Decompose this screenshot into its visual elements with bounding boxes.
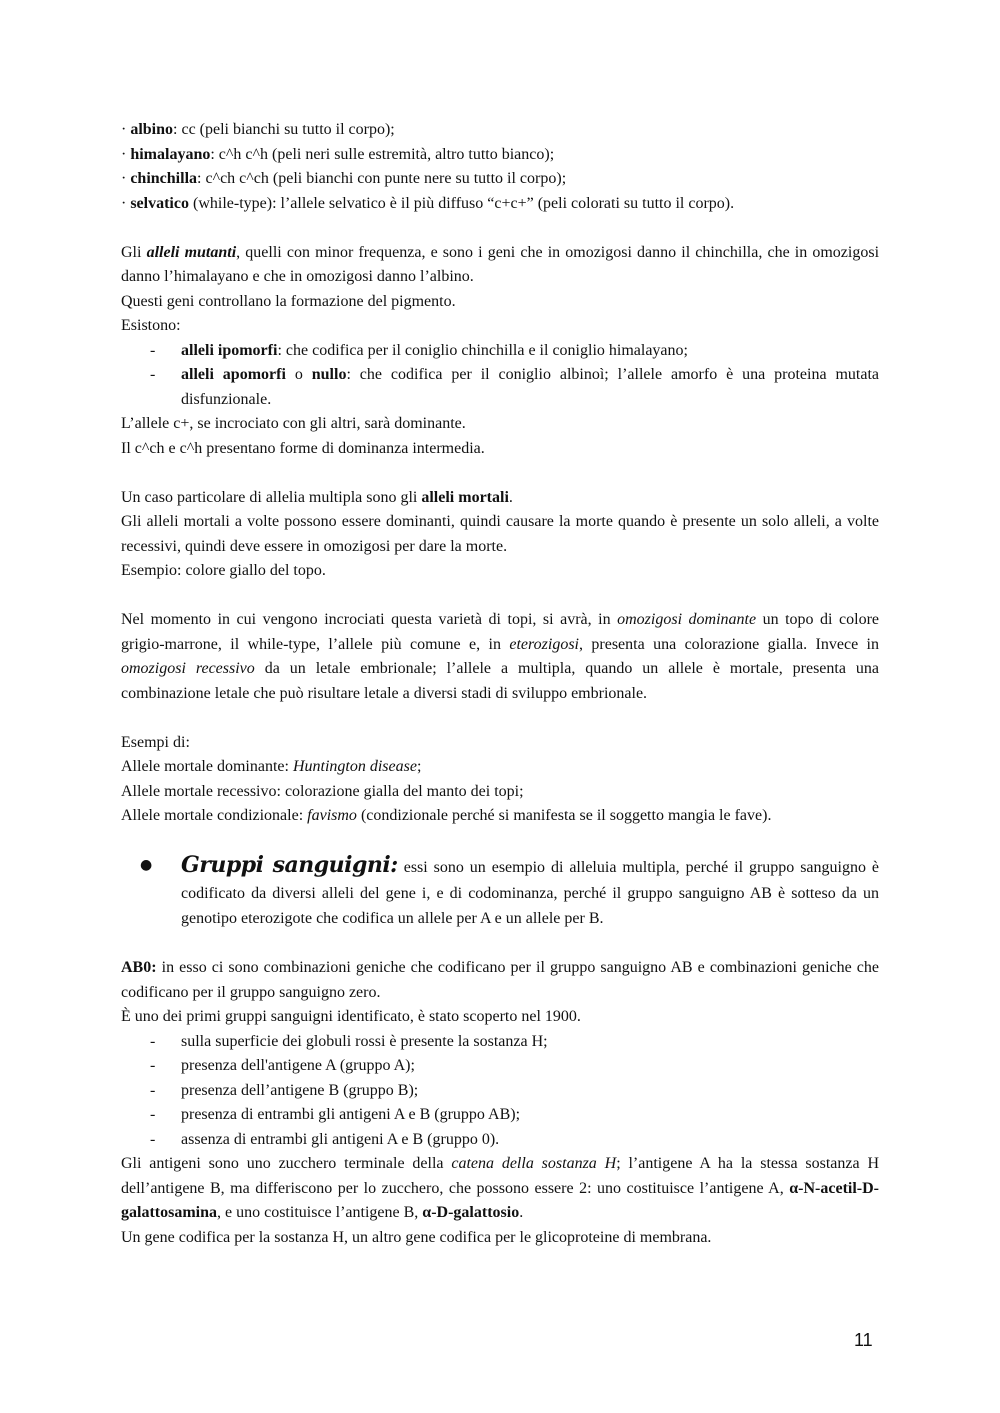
- document-body: [121, 118, 879, 1250]
- paragraph-primi-gruppi: È uno dei primi gruppi sanguigni identificato, è stato scoperto nel 1900.: [121, 1008, 581, 1025]
- paragraph-esistono: Esistono:: [121, 317, 181, 334]
- paragraph-incroci-topi: Nel momento in cui vengono incrociati questa varietà di topi, si avrà, in omozigosi dominante un topo di colore grigio-marrone, il while-type, l’allele più comune e, in eterozigosi, presenta una colorazione gialla. Invece in omozigosi recessivo da un letale embrionale; l’allele a multipla, quando un allele è mortale, presenta una combinazione letale che può risultare letale a diversi stadi di sviluppo embrionale.: [121, 611, 880, 702]
- section-heading: Gruppi sanguigni:: [181, 852, 398, 878]
- bullet-dot-icon: ●: [140, 857, 153, 873]
- paragraph-alleli-mortali: Un caso particolare di allelia multipla sono gli alleli mortali.: [121, 488, 513, 506]
- paragraph-antigeni-zucchero: Gli antigeni sono uno zucchero terminale della catena della sostanza H; l’antigene A ha la stessa sostanza H dell’antigene B, ma differiscono per lo zucchero, che possono essere 2: uno costituisce l’antigene A, α-N-acetil-D-galattosamina, e uno costituisce l’antigene B, α-D-galattosio.: [121, 1155, 880, 1221]
- list-antigeni: [121, 1030, 879, 1153]
- term-himalayano: himalayano: [130, 145, 211, 163]
- paragraph-alleli-mortali-desc: Gli alleli mortali a volte possono essere dominanti, quindi causare la morte quando è presente un solo alleli, a volte recessivi, quindi deve essere in omozigosi per dare la morte.: [121, 513, 879, 555]
- list-item: - presenza dell’antigene B (gruppo B);: [150, 1081, 419, 1099]
- line-himalayano: · himalayano: c^h c^h (peli neri sulle estremità, altro tutto bianco);: [121, 145, 555, 163]
- list-item: - alleli ipomorfi: che codifica per il coniglio chinchilla e il coniglio himalayano;: [150, 341, 688, 359]
- paragraph-pigmento: Questi geni controllano la formazione del pigmento.: [121, 292, 456, 310]
- list-item: - assenza di entrambi gli antigeni A e B (gruppo 0).: [150, 1130, 500, 1148]
- line-selvatico: · selvatico (while-type): l’allele selvatico è il più diffuso “c+c+” (peli colorati su tutto il corpo).: [121, 194, 735, 212]
- term-chinchilla: chinchilla: [130, 170, 198, 187]
- list-item: - alleli apomorfi o nullo: che codifica per il coniglio albinoì; l’allele amorfo è una proteina mutata disfunzionale.: [150, 366, 880, 408]
- term-selvatico: selvatico: [130, 194, 189, 212]
- list-alleli-types: [121, 339, 879, 413]
- line-chinchilla: · chinchilla: c^ch c^ch (peli bianchi con punte nere su tutto il corpo);: [121, 170, 567, 187]
- paragraph-mortale-dominante: Allele mortale dominante: Huntington disease;: [121, 758, 422, 775]
- paragraph-gene-codifica: Un gene codifica per la sostanza H, un altro gene codifica per le glicoproteine di membrana.: [121, 1228, 712, 1246]
- paragraph-esempio-topo: Esempio: colore giallo del topo.: [121, 562, 326, 579]
- paragraph-allele-c-plus: L’allele c+, se incrociato con gli altri, sarà dominante.: [121, 415, 466, 432]
- line-albino: · albino: cc (peli bianchi su tutto il corpo);: [121, 121, 395, 138]
- term-albino: albino: [130, 121, 174, 138]
- paragraph-ab0: AB0: in esso ci sono combinazioni geniche che codificano per il gruppo sanguigno AB e combinazioni geniche che codificano per il gruppo sanguigno zero.: [121, 959, 879, 1001]
- paragraph-mortale-condizionale: Allele mortale condizionale: favismo (condizionale perché si manifesta se il soggetto mangia le fave).: [121, 807, 772, 824]
- paragraph-esempi-di: Esempi di:: [121, 733, 190, 751]
- paragraph-alleli-mutanti: Gli alleli mutanti, quelli con minor frequenza, e sono i geni che in omozigosi danno il chinchilla, che in omozigosi danno l’himalayano e che in omozigosi danno l’albino.: [121, 243, 880, 285]
- list-item: - sulla superficie dei globuli rossi è presente la sostanza H;: [150, 1032, 548, 1050]
- page-number: 11: [854, 1330, 873, 1350]
- paragraph-mortale-recessivo: Allele mortale recessivo: colorazione gialla del manto dei topi;: [121, 782, 524, 800]
- bullet-gruppi-sanguigni: ● Gruppi sanguigni: essi sono un esempio di alleluia multipla, perché il gruppo sanguigno è codificato da diversi alleli del gene i, e di codominanza, perché il gruppo sanguigno AB è sotteso da un genotipo eterozigote che codifica un allele per A e un allele per B.: [140, 852, 879, 927]
- paragraph-dominanza-intermedia: Il c^ch e c^h presentano forme di dominanza intermedia.: [121, 439, 485, 457]
- list-item: - presenza di entrambi gli antigeni A e B (gruppo AB);: [150, 1106, 521, 1123]
- list-item: - presenza dell'antigene A (gruppo A);: [150, 1057, 415, 1074]
